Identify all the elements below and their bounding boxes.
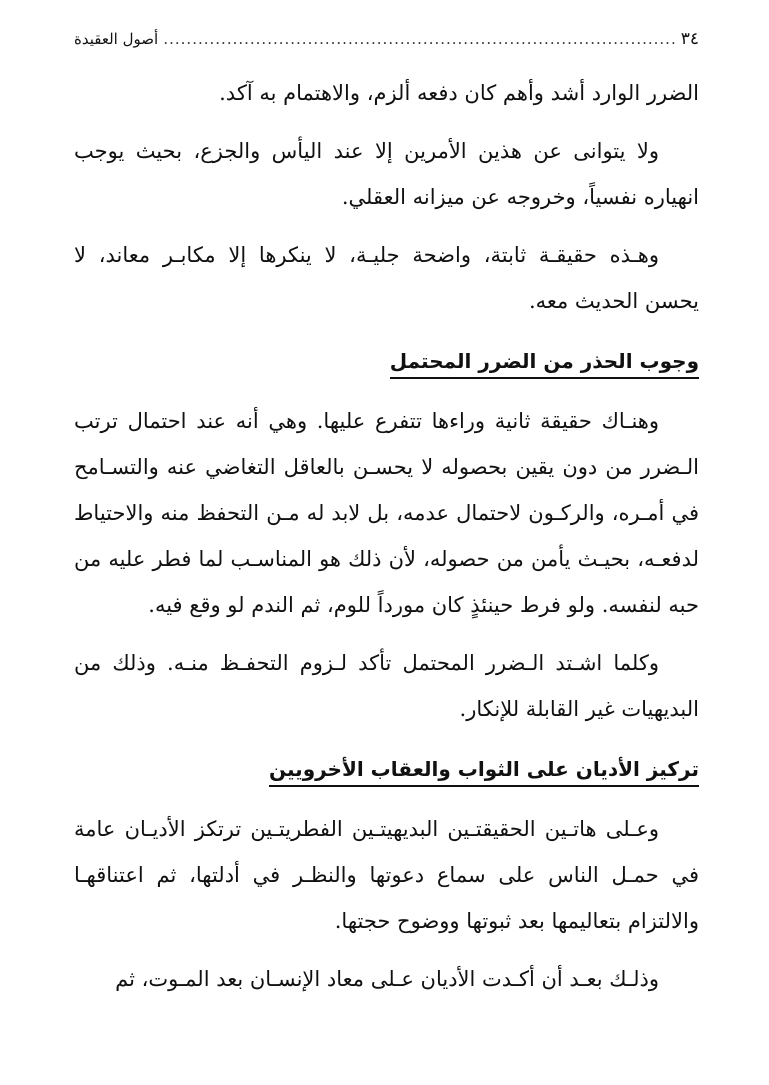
section-heading <box>74 346 699 376</box>
section-heading-text: وجوب الحذر من الضرر المحتمل <box>390 349 699 379</box>
paragraph-continues: وذلـك بعـد أن أكـدت الأديان عـلى معاد الإنسـان بعد المـوت، ثم <box>115 967 659 991</box>
paragraph-continuation: الضرر الوارد أشد وأهم كان دفعه ألزم، والاهتمام به آكد. <box>219 81 699 105</box>
paragraph: وهنـاك حقيقة ثانية وراءها تتفرع عليها. وهي أنه عند احتمال ترتب الـضرر من دون يقين بحصوله لا يحسـن بالعاقل التغاضي عنه والتسـامح في أمـره، والركـون لاحتمال عدمه، بل لابد له مـن التحفظ منه والاحتياط لدفعـه، بحيـث يأمن من حصوله، لأن ذلك هو المناسـب لما فطر عليه من حبه لنفسه. ولو فرط حينئذٍ كان مورداً للوم، ثم الندم لو وقع فيه. <box>74 409 699 617</box>
paragraph: وهـذه حقيقـة ثابتة، واضحة جليـة، لا ينكرها إلا مكابـر معاند، لا يحسن الحديث معه. <box>74 243 699 313</box>
section-heading <box>74 754 699 784</box>
section-heading-text: تركيز الأديان على الثواب والعقاب الأخرويين <box>269 757 699 787</box>
book-title: أصول العقيدة <box>74 30 159 48</box>
page-number: ٣٤ <box>680 29 699 49</box>
running-header <box>74 28 699 50</box>
paragraph: وكلما اشـتد الـضرر المحتمل تأكد لـزوم التحفـظ منـه. وذلك من البديهيات غير القابلة للإنكار. <box>74 651 699 721</box>
paragraph: ولا يتوانى عن هذين الأمرين إلا عند اليأس والجزع، بحيث يوجب انهياره نفسياً، وخروجه عن ميزانه العقلي. <box>74 139 699 209</box>
leader-dots <box>162 28 677 50</box>
paragraph: وعـلى هاتـين الحقيقتـين البديهيتـين الفطريتـين ترتكز الأديـان عامة في حمـل الناس على سماع دعوتها والنظـر في أدلتها، ثم اعتناقهـا والالتزام بتعاليمها بعد ثبوتها ووضوح حجتها. <box>74 817 699 933</box>
